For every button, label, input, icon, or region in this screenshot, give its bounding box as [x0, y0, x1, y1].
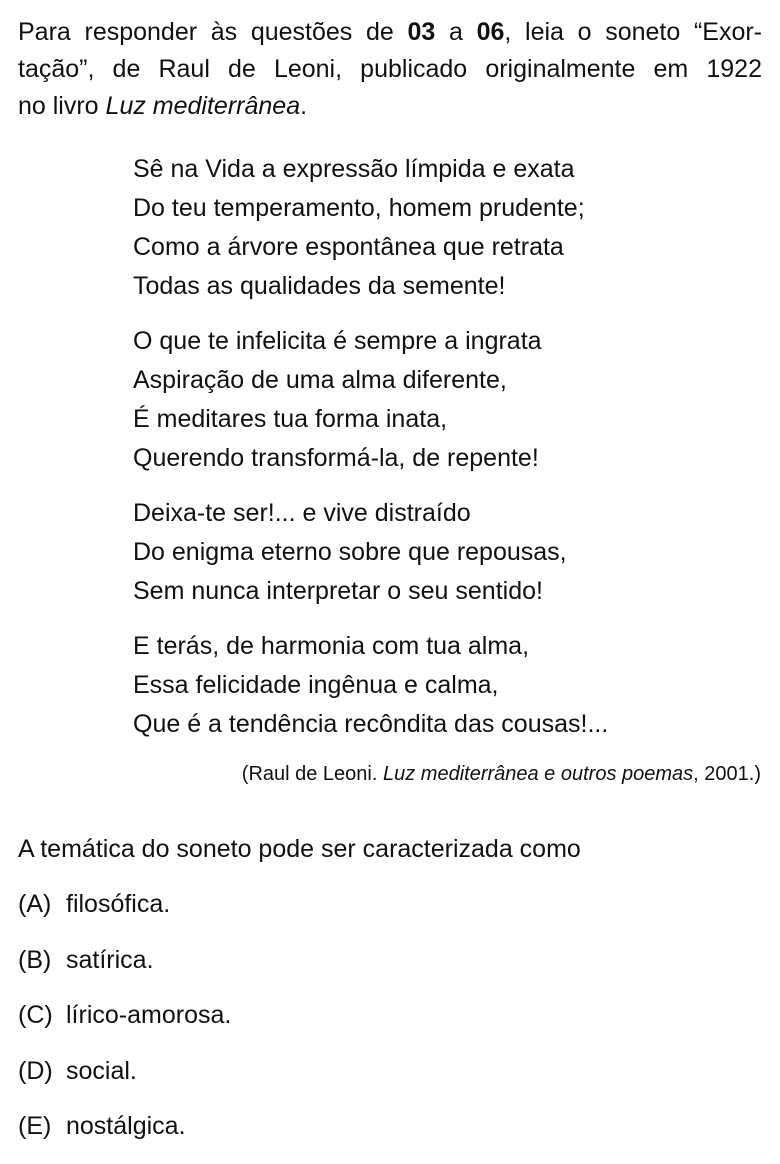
verse: Querendo transformá-la, de repente! [133, 444, 539, 472]
verse: Do teu temperamento, homem prudente; [133, 194, 585, 222]
intro-line-1 [18, 14, 762, 51]
stanza-4 [133, 627, 608, 744]
intro-line-2: tação”, de Raul de Leoni, publicado originalmente em 1922 [18, 55, 762, 83]
intro-text: no livro [18, 92, 106, 120]
verse: Do enigma eterno sobre que repousas, [133, 538, 567, 566]
option-text: nostálgica. [66, 1112, 186, 1140]
question-stem: A temática do soneto pode ser caracterizada como [18, 835, 581, 863]
option-d[interactable] [18, 1053, 231, 1109]
intro-text: . [300, 92, 308, 120]
intro-text: , leia o soneto “Exor- [504, 18, 763, 46]
intro-line-3 [18, 88, 762, 125]
credit-book-title: Luz mediterrânea e outros poemas [382, 763, 694, 785]
intro-text: a [435, 18, 477, 46]
verse: Sê na Vida a expressão límpida e exata [133, 155, 575, 183]
option-letter: (B) [18, 945, 52, 974]
source-credit [242, 760, 761, 788]
intro-paragraph [18, 14, 762, 125]
option-letter: (C) [18, 1001, 53, 1029]
option-text: satírica. [66, 945, 154, 974]
verse: Que é a tendência recôndita das cousas!... [133, 710, 609, 738]
verse: Como a árvore espontânea que retrata [133, 233, 564, 261]
stanza-1 [133, 150, 608, 306]
stanza-2 [133, 322, 608, 478]
option-e[interactable] [18, 1108, 231, 1164]
option-letter: (A) [18, 890, 52, 918]
option-c[interactable] [18, 997, 231, 1053]
verse: É meditares tua forma inata, [133, 405, 448, 433]
verse: Sem nunca interpretar o seu sentido! [133, 577, 543, 605]
verse: Deixa-te ser!... e vive distraído [133, 499, 471, 527]
question-range-start: 03 [407, 18, 436, 46]
credit-text: (Raul de Leoni. [241, 763, 383, 785]
option-letter: (D) [18, 1056, 53, 1085]
answer-options [18, 886, 231, 1164]
stanza-3 [133, 494, 608, 611]
verse: E terás, de harmonia com tua alma, [133, 632, 530, 660]
verse: O que te infelicita é sempre a ingrata [133, 327, 542, 355]
option-letter: (E) [18, 1112, 52, 1140]
verse: Todas as qualidades da semente! [133, 272, 506, 300]
sonnet [133, 150, 608, 760]
option-text: lírico-amorosa. [66, 1001, 232, 1029]
option-b[interactable] [18, 942, 231, 998]
verse: Aspiração de uma alma diferente, [133, 366, 507, 394]
book-title: Luz mediterrânea [105, 92, 301, 120]
intro-text: Para responder às questões de [18, 18, 408, 46]
question-range-end: 06 [476, 18, 505, 46]
option-text: social. [66, 1056, 137, 1085]
verse: Essa felicidade ingênua e calma, [133, 671, 499, 699]
credit-text: , 2001.) [693, 763, 761, 785]
option-a[interactable] [18, 886, 231, 942]
option-text: filosófica. [66, 890, 171, 918]
